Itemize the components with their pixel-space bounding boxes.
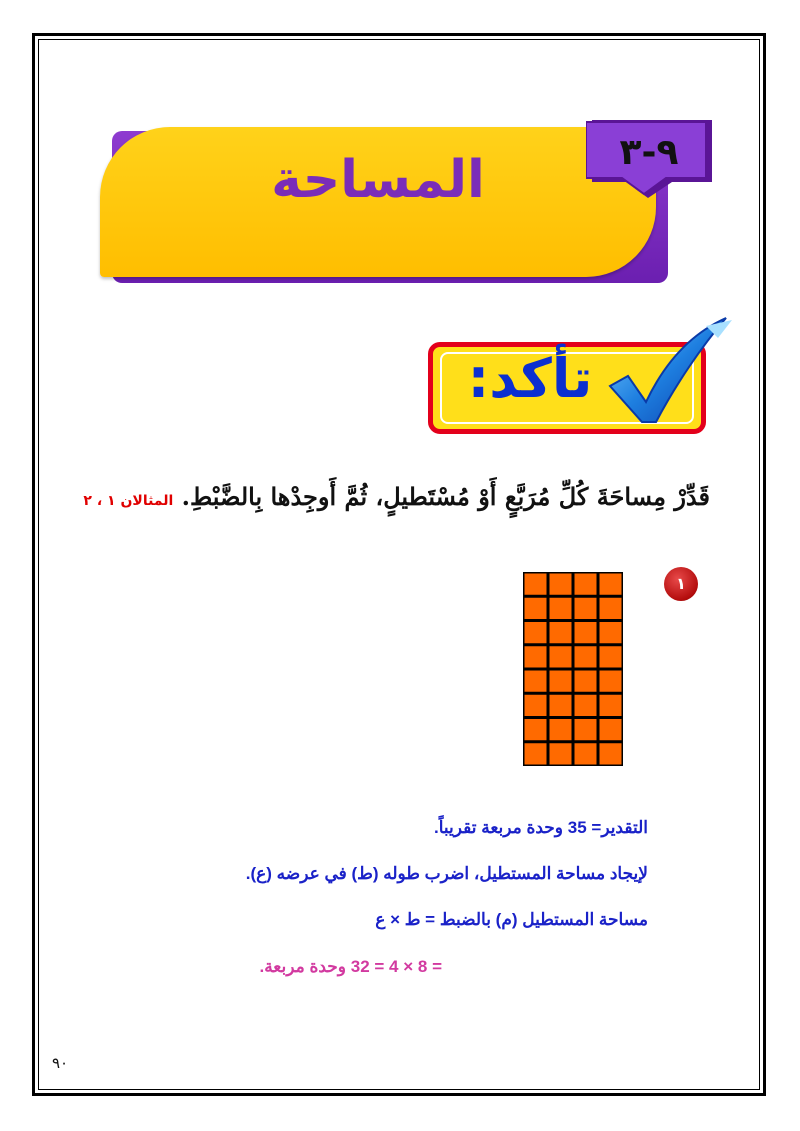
unit-square: [525, 646, 547, 667]
unit-square: [575, 598, 597, 619]
unit-square: [600, 646, 622, 667]
unit-square: [575, 671, 597, 692]
instruction-main: قَدِّرْ مِساحَةَ كُلِّ مُرَبَّعٍ أَوْ مُسْتَطيلٍ، ثُمَّ أَوجِدْها بِالضَّبْطِ.: [181, 482, 710, 511]
unit-square: [550, 622, 572, 643]
unit-square: [525, 598, 547, 619]
unit-square: [525, 719, 547, 740]
unit-square: [575, 574, 597, 595]
instruction-text: [83, 482, 710, 511]
unit-square: [525, 695, 547, 716]
grid-figure: [521, 570, 625, 768]
lesson-title: المساحة: [271, 150, 485, 210]
unit-square: [525, 671, 547, 692]
unit-square: [600, 671, 622, 692]
page-number: ٩٠: [52, 1054, 69, 1072]
unit-square: [575, 743, 597, 764]
lesson-number: ٩-٣: [619, 132, 679, 173]
unit-square: [550, 671, 572, 692]
unit-square: [600, 598, 622, 619]
answer-line: = 8 × 4 = 32 وحدة مربعة.: [259, 957, 442, 976]
unit-square: [575, 719, 597, 740]
unit-square: [550, 598, 572, 619]
estimate-line: التقدير= 35 وحدة مربعة تقريباً.: [434, 818, 648, 837]
unit-square: [600, 719, 622, 740]
unit-square: [550, 719, 572, 740]
unit-square: [575, 622, 597, 643]
unit-square: [575, 646, 597, 667]
unit-square: [600, 574, 622, 595]
unit-square: [600, 622, 622, 643]
hint-line: لإيجاد مساحة المستطيل، اضرب طوله (ط) في عرضه (ع).: [245, 864, 648, 883]
unit-square: [550, 574, 572, 595]
unit-square: [525, 622, 547, 643]
unit-square: [575, 695, 597, 716]
rectangle-grid: [521, 570, 625, 772]
formula-line: مساحة المستطيل (م) بالضبط = ط × ع: [375, 910, 648, 929]
unit-square: [550, 695, 572, 716]
unit-square: [525, 574, 547, 595]
unit-square: [600, 743, 622, 764]
unit-square: [600, 695, 622, 716]
unit-square: [525, 743, 547, 764]
unit-square: [550, 646, 572, 667]
example-reference: المثالان ١ ، ٢: [83, 493, 174, 509]
check-section-label: تأكد:: [467, 347, 593, 410]
exercise-number-badge: ١: [664, 567, 698, 601]
unit-square: [550, 743, 572, 764]
checkmark-icon: [606, 316, 736, 426]
